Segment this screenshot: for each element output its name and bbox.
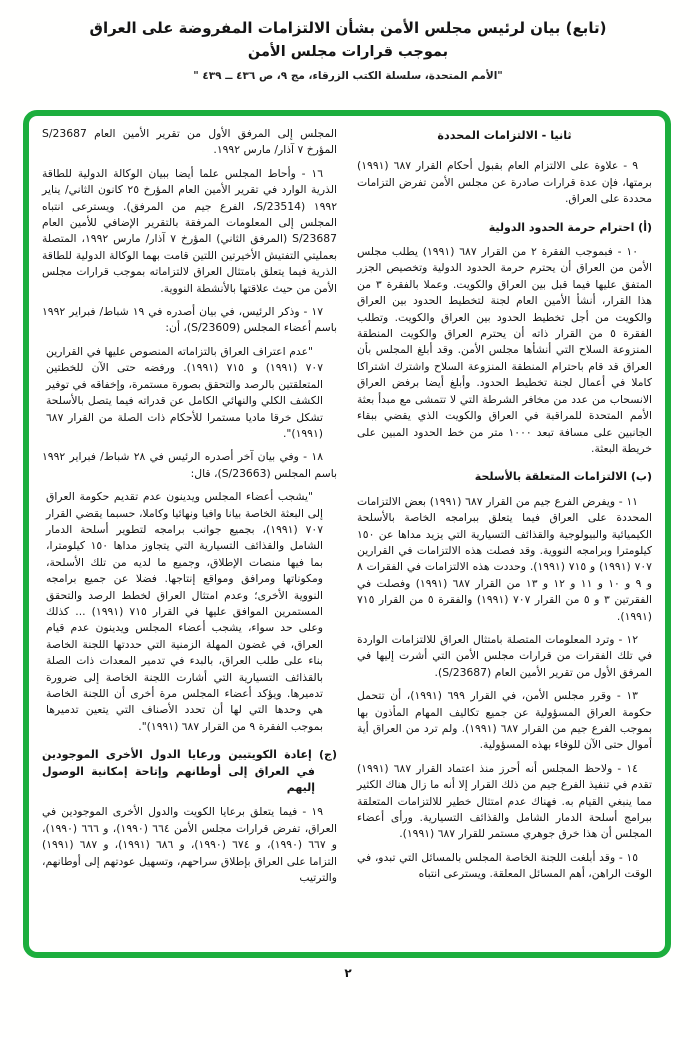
two-column-layout: [42, 126, 652, 944]
page-number: ٢: [344, 966, 352, 980]
section-heading-second: ثانيا - الالتزامات المحددة: [437, 129, 572, 142]
paragraph-10: ١٠ - فبموجب الفقرة ٢ من القرار ٦٨٧ (١٩٩١) يطلب مجلس الأمن من العراق أن يحترم حرمة الحدود الدولية وتخصيص الجزر المتفق عليها فيما قبل بين العراق والكويت. وعملا بالفقرة ٣ من هذا القرار، أنشأ الأمين العام لجنة لتخطيط الحدود بين العراق والكويت من أجل تخطيط الحدود بين العراق والكويت. وتطلب الفقرة ٥ من القرار ذاته أن يحترم العراق والكويت المنطقة المنزوعة السلاح التي أنشأها مجلس الأمن. وقد أبلغ المجلس بأن العراق قد قام باحترام المنطقة المنزوعة السلاح واشترك اشتراكا كاملا في أعمال لجنة تخطيط الحدود. وأبلغ أيضا برفض العراق الانسحاب من عدد من مخافر الشرطة التي لا تتمشى مع مبدأ بعثة الأمم المتحدة للمراقبة في العراق والكويت الذي يقضي ببقاء الجانبين على مسافة تبعد ١٠٠٠ متر من خط الحدود المبين على خريطة البعثة.: [357, 245, 653, 455]
paragraph-11: ١١ - ويفرض الفرع جيم من القرار ٦٨٧ (١٩٩١) بعض الالتزامات المحددة على العراق فيما يتعلق ببرامجه الخاصة بالأسلحة الكيميائية والبيولوجية والقذائف التسيارية التي يزيد مداها عن ١٥٠ كيلومترا وبرامجه النووية. وقد فصلت هذه الالتزامات في القرارين ٧٠٧ (١٩٩١) و ٧١٥ (١٩٩١). وحددت هذه الالتزامات في الفقرات ٨ و ٩ و ١٠ و ١١ و ١٢ و ١٣ من القرار ٦٨٧ (١٩٩١) وفصلت في الفقرتين ٣ و ٥ من القرار ٧٠٧ (١٩٩١) والفقرة ٥ من القرار ٧١٥ (١٩٩١).: [357, 494, 652, 623]
paragraph-17: ١٧ - وذكر الرئيس، في بيان أصدره في ١٩ شباط/ فبراير ١٩٩٢ باسم أعضاء المجلس (S/23609)، أن:: [42, 305, 337, 335]
right-column: [357, 126, 652, 944]
paragraph-15-continuation: المجلس إلى المرفق الأول من تقرير الأمين العام S/23687 المؤرخ ٧ آذار/ مارس ١٩٩٢.: [42, 127, 337, 157]
subheading-a-borders: (أ) احترام حرمة الحدود الدولية: [488, 220, 652, 234]
subheading-c-repatriation: (ج) إعادة الكويتيين ورعايا الدول الأخرى الموجودين في العراق إلى أوطانهم وإتاحة إمكانية الوصول إليهم: [42, 748, 337, 795]
quote-paragraph-18: "يشجب أعضاء المجلس ويدينون عدم تقديم حكومة العراق إلى البعثة الخاصة بيانا وافيا ونهائيا وكاملا، حسبما يقضي القرار ٧٠٧ (١٩٩١)، بجميع جوانب برامجه لتطوير أسلحة الدمار الشامل والقذائف التسيارية التي يتجاوز مداها ١٥٠ كيلومترا، بما فيها منصات الإطلاق، وجميع ما لديه من تلك الأسلحة، ومكوناتها ومرافق ومواقع إنتاجها. فضلا عن جميع برامجه النووية الأخرى؛ وعدم امتثال العراق لخطط الرصد والتحقق المستمرين الموافق عليها في القرار ٧١٥ (١٩٩١) ... كذلك وعلى حد سواء، يشجب أعضاء المجلس ويدينون عدم قيام العراق، في غضون المهلة الزمنية التي حددتها اللجنة الخاصة بناء على طلب العراق، بالبدء في تدمير المعدات ذات الصلة بالقذائف التسيارية التي أشارت اللجنة الخاصة إلى ضرورة تدميرها. ويؤكد أعضاء المجلس مرة أخرى أن اللجنة الخاصة هي وحدها التي لها أن تحدد الأصناف التي يتعين تدميرها بموجب الفقرة ٩ من القرار ٦٨٧ (١٩٩١)".: [46, 490, 323, 733]
subheading-b-weapons: (ب) الالتزامات المتعلقة بالأسلحة: [474, 470, 652, 484]
document-title-line2: بموجب قرارات مجلس الأمن: [247, 44, 449, 60]
paragraph-9: ٩ - علاوة على الالتزام العام بقبول أحكام القرار ٦٨٧ (١٩٩١) برمتها، فإن عدة قرارات صادرة عن مجلس الأمن تفرض التزامات محددة على العراق.: [357, 159, 652, 206]
paragraph-15-start: ١٥ - وقد أبلغت اللجنة الخاصة المجلس بالمسائل التي تبدو، في الوقت الراهن، أهم المسائل المعلقة. ويسترعى انتباه: [357, 850, 652, 881]
document-source-citation: "الأمم المتحدة، سلسلة الكتب الزرقاء، مج ٩، ص ٤٣٦ ــ ٤٣٩ ": [193, 69, 503, 82]
document-header: [0, 16, 696, 82]
document-title-line1: (تابع) بيان لرئيس مجلس الأمن بشأن الالتزامات المفروضة على العراق: [89, 19, 607, 37]
left-column: [42, 126, 337, 944]
green-border-frame: [23, 110, 671, 958]
paragraph-16: ١٦ - وأحاط المجلس علما أيضا ببيان الوكالة الدولية للطاقة الذرية الوارد في تقرير الأمين العام المؤرخ ٢٥ كانون الثاني/ يناير ١٩٩٢ (S/23514، الفرع جيم من المرفق). ويسترعى انتباه المجلس إلى المعلومات المرفقة بالتقرير الإضافي للأمين العام S/23687 (المرفق الثاني) المؤرخ ٧ آذار/ مارس ١٩٩٢، المتصلة بعمليتي التفتيش الأخيرتين اللتين قامت بهما الوكالة الدولية للطاقة الذرية فيما يتعلق بامتثال العراق لالتزاماته بموجب قرارات مجلس الأمن من حيث علاقتها بالأنشطة النووية.: [42, 166, 338, 295]
paragraph-13: ١٣ - وقرر مجلس الأمن، في القرار ٦٩٩ (١٩٩١)، أن تتحمل حكومة العراق المسؤولية عن جميع تكاليف المهام المأذون بها بموجب الفرع جيم من القرار ٦٨٧ (١٩٩١). ولم ترد من العراق أية أموال حتى الآن للوفاء بهذه المسؤولية.: [357, 689, 652, 752]
paragraph-12: ١٢ - وترد المعلومات المتصلة بامتثال العراق للالتزامات الواردة في تلك الفقرات من قرارات مجلس الأمن التي أشرت إليها في المرفق الأول من تقرير الأمين العام (S/23687).: [357, 632, 652, 679]
paragraph-19: ١٩ - فيما يتعلق برعايا الكويت والدول الأخرى الموجودين في العراق، تفرض قرارات مجلس الأمن ٦٦٤ (١٩٩٠)، و ٦٦٦ (١٩٩٠)، و ٦٦٧ (١٩٩٠)، و ٦٧٤ (١٩٩٠)، و ٦٨٦ (١٩٩١)، و ٦٨٧ (١٩٩١) التزاما على العراق بإطلاق سراحهم، وتسهيل عودتهم إلى أوطانهم، والترتيب: [42, 805, 338, 885]
quote-paragraph-17: "عدم اعتراف العراق بالتزاماته المنصوص عليها في القرارين ٧٠٧ (١٩٩١) و ٧١٥ (١٩٩١). ورفضه حتى الآن للخطتين المتعلقتين بالرصد والتحقق بصورة مستمرة، وإخفاقه في توفير الكشف الكلي والنهائي الكامل عن قدراته فيما يتصل بالأسلحة تشكل خرقا ماديا مستمرا للأحكام ذات الصلة من القرار ٦٨٧ (١٩٩١)".: [46, 344, 324, 440]
paragraph-14: ١٤ - ولاحظ المجلس أنه أحرز منذ اعتماد القرار ٦٨٧ (١٩٩١) تقدم في تنفيذ الفرع جيم من ذلك القرار إلا أنه ما زال هناك الكثير مما ينبغي القيام به. فهناك عدم امتثال خطير للالتزامات المتعلقة ببرامج أسلحة الدمار الشامل والقذائف التسيارية. ورأى أعضاء المجلس أن هذا خرق جوهري مستمر للقرار ٦٨٧ (١٩٩١).: [357, 761, 652, 841]
paragraph-18: ١٨ - وفي بيان آخر أصدره الرئيس في ٢٨ شباط/ فبراير ١٩٩٢ باسم المجلس (S/23663)، قال:: [42, 450, 337, 480]
